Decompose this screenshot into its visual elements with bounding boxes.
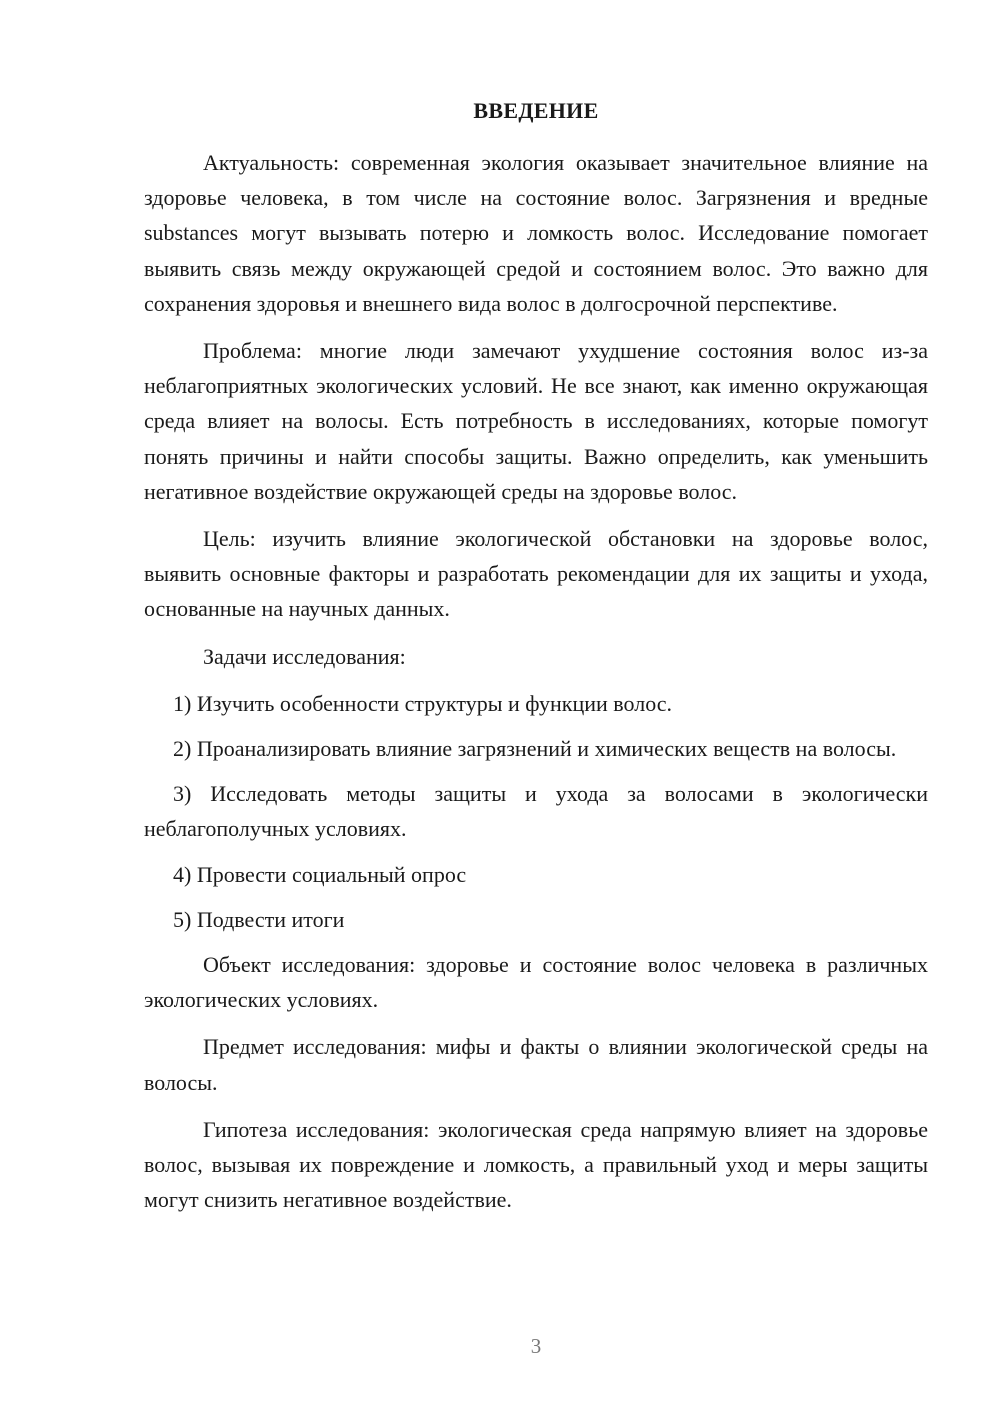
tasks-heading: Задачи исследования: bbox=[203, 643, 406, 669]
task-item-1: 1) Изучить особенности структуры и функции волос. bbox=[173, 690, 673, 716]
page-number: 3 bbox=[530, 1334, 542, 1358]
paragraph-goal: Цель: изучить влияние экологической обстановки на здоровье волос, выявить основные факторы и разработать рекомендации для их защиты и ухода, основанные на научных данных. bbox=[144, 526, 928, 622]
paragraph-subject: Предмет исследования: мифы и факты о влиянии экологической среды на волосы. bbox=[144, 1034, 928, 1095]
task-item-3: 3) Исследовать методы защиты и ухода за волосами в экологически неблагополучных условиях. bbox=[144, 781, 928, 842]
paragraph-relevance: Актуальность: современная экология оказывает значительное влияние на здоровье человека, в том числе на состояние волос. Загрязнения и вредные substances могут вызывать потерю и ломкость волос. Исследование помогает выявить связь между окружающей средой и состоянием волос. Это важно для сохранения здоровья и внешнего вида волос в долгосрочной перспективе. bbox=[144, 150, 928, 316]
paragraph-problem: Проблема: многие люди замечают ухудшение состояния волос из-за неблагоприятных экологических условий. Не все знают, как именно окружающая среда влияет на волосы. Есть потребность в исследованиях, которые помогут понять причины и найти способы защиты. Важно определить, как уменьшить негативное воздействие окружающей среды на здоровье волос. bbox=[144, 338, 928, 504]
task-item-4: 4) Провести социальный опрос bbox=[173, 861, 467, 887]
paragraph-object: Объект исследования: здоровье и состояние волос человека в различных экологических условиях. bbox=[144, 952, 928, 1013]
paragraph-hypothesis: Гипотеза исследования: экологическая среда напрямую влияет на здоровье волос, вызывая их повреждение и ломкость, а правильный уход и меры защиты могут снизить негативное воздействие. bbox=[144, 1116, 928, 1213]
task-item-2: 2) Проанализировать влияние загрязнений и химических веществ на волосы. bbox=[173, 736, 897, 762]
document-page bbox=[144, 95, 928, 1229]
task-item-5: 5) Подвести итоги bbox=[173, 906, 345, 932]
section-title: ВВЕДЕНИЕ bbox=[473, 98, 599, 123]
